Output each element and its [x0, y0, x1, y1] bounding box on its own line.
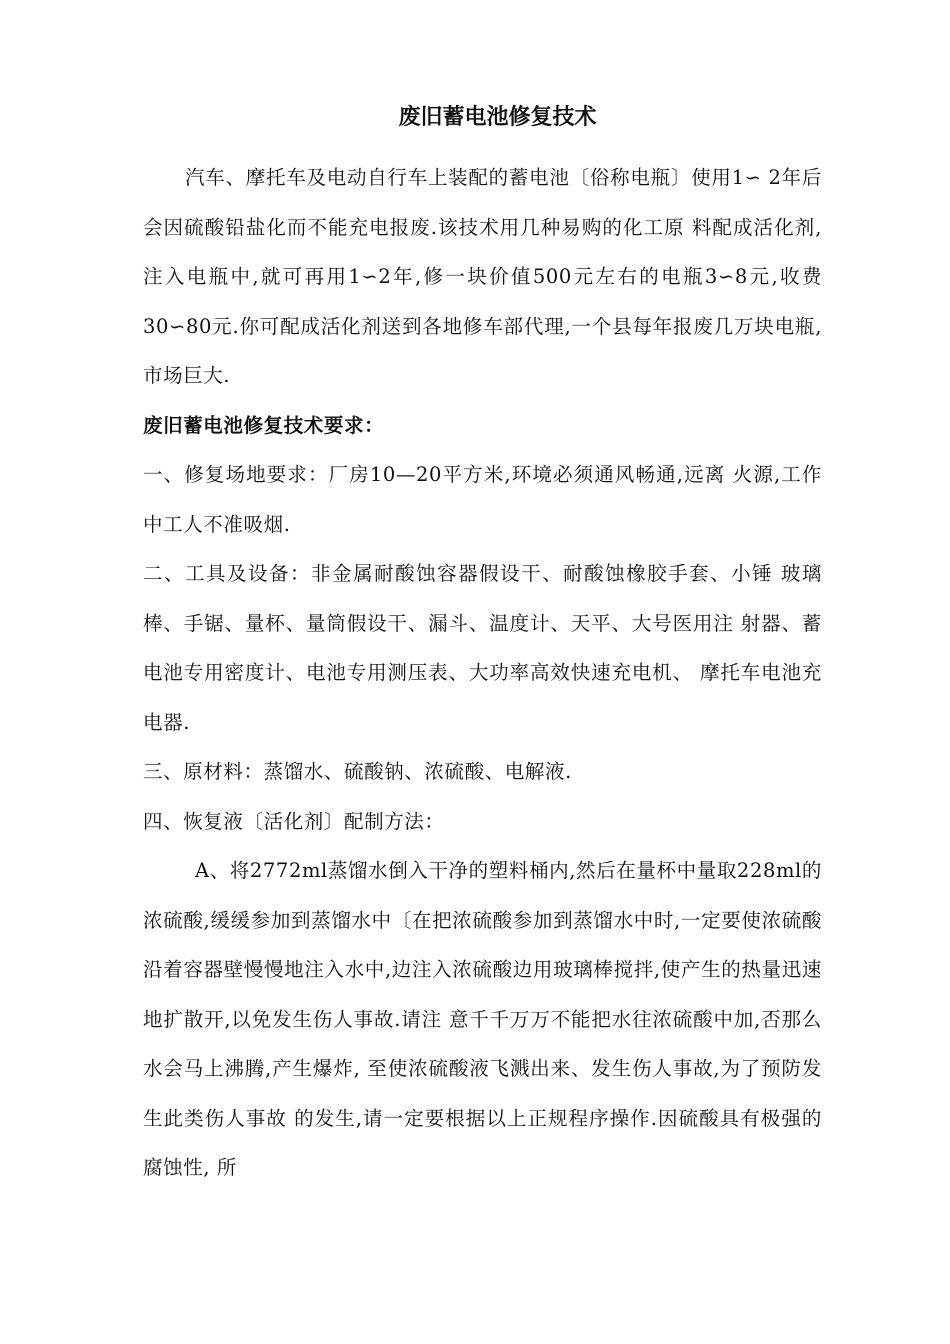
- requirements-heading: 废旧蓄电池修复技术要求：: [143, 413, 385, 437]
- step-a-paragraph: A、将2772ml蒸馏水倒入干净的塑料桶内,然后在量杯中量取228ml的浓硫酸,缓缓参加到蒸馏水中〔在把浓硫酸参加到蒸馏水中时,一定要使浓硫酸沿着容器壁慢慢地注入水中,边注入浓硫酸边用玻璃棒搅拌,使产生的热量迅速地扩散开,以免发生伤人事故.请注 意千千万万不能把水往浓硫酸中加,否那么水会马上沸腾,产生爆炸, 至使浓硫酸液飞溅出来、发生伤人事故,为了预防发生此类伤人事故 的发生,请一定要根据以上正规程序操作.因硫酸具有极强的腐蚀性, 所: [143, 859, 822, 1179]
- document-title: 废旧蓄电池修复技术: [398, 105, 597, 130]
- requirement-item-materials: 三、原材料：蒸馏水、硫酸钠、浓硫酸、电解液.: [143, 760, 572, 783]
- intro-paragraph: 汽车、摩托车及电动自行车上装配的蓄电池〔俗称电瓶〕使用1∽ 2年后会因硫酸铅盐化而不能充电报废.该技术用几种易购的化工原 料配成活化剂,注入电瓶中,就可再用1∽2年,修一块价值500元左右的电瓶3∽8元,收费30∽80元.你可配成活化剂送到各地修车部代理,一个县每年报废几万块电瓶,市场巨大.: [143, 166, 822, 387]
- requirement-item-site: 一、修复场地要求：厂房10—20平方米,环境必须通风畅通,远离 火源,工作中工人不准吸烟.: [143, 463, 822, 536]
- requirement-item-preparation: 四、恢复液〔活化剂〕配制方法：: [143, 809, 445, 833]
- requirement-item-tools: 二、工具及设备：非金属耐酸蚀容器假设干、耐酸蚀橡胶手套、小锤 玻璃棒、手锯、量杯、量筒假设干、漏斗、温度计、天平、大号医用注 射器、蓄电池专用密度计、电池专用测压表、大功率高效快速充电机、 摩托车电池充电器.: [143, 562, 822, 734]
